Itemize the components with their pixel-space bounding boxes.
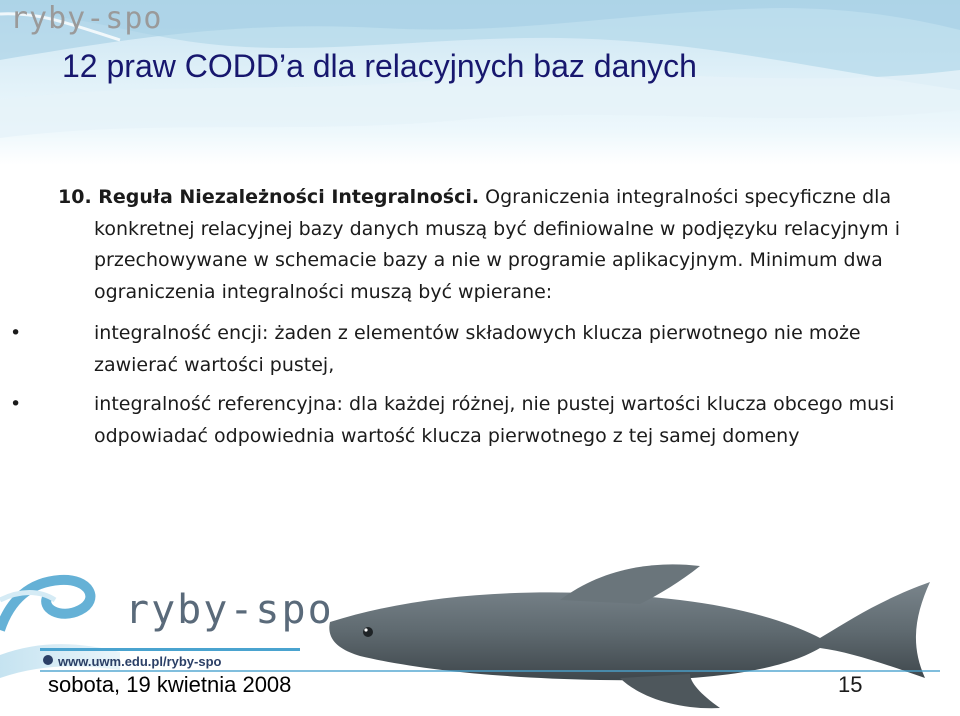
bullet-text: integralność referencyjna: dla każdej różnej, nie pustej wartości klucza obcego musi odpowiadać odpowiednia wartość klucza pierwotnego z tej samej domeny [94,393,895,447]
slide-title: 12 praw CODD’a dla relacyjnych baz danych [62,48,697,84]
bullet-item [10,389,908,452]
slide-content [10,182,908,460]
footer-logo: ryby-spo [125,587,334,633]
bullet-marker: • [10,322,22,344]
bullet-item [10,318,908,381]
header-band [0,0,960,165]
header-logo: ryby-spo [10,1,163,36]
footer [0,560,960,716]
rule-paragraph [58,182,908,308]
bullet-text: integralność encji: żaden z elementów składowych klucza pierwotnego nie może zawierać wartości pustej, [94,322,861,376]
rule-heading: 10. Reguła Niezależności Integralności. [58,186,480,208]
footer-url-link[interactable]: www.uwm.edu.pl/ryby-spo [58,654,222,669]
bullet-marker: • [10,393,22,415]
rule-text: Ograniczenia integralności specyficzne dla konkretnej relacyjnej bazy danych muszą być definiowalne w podjęzyku relacyjnym i przechowywane w schemacie bazy a nie w programie aplikacyjnym. Minimum dwa ograniczenia integralności muszą być wpierane: [94,186,900,303]
footer-date: sobota, 19 kwietnia 2008 [48,672,292,697]
page-number: 15 [838,672,863,697]
